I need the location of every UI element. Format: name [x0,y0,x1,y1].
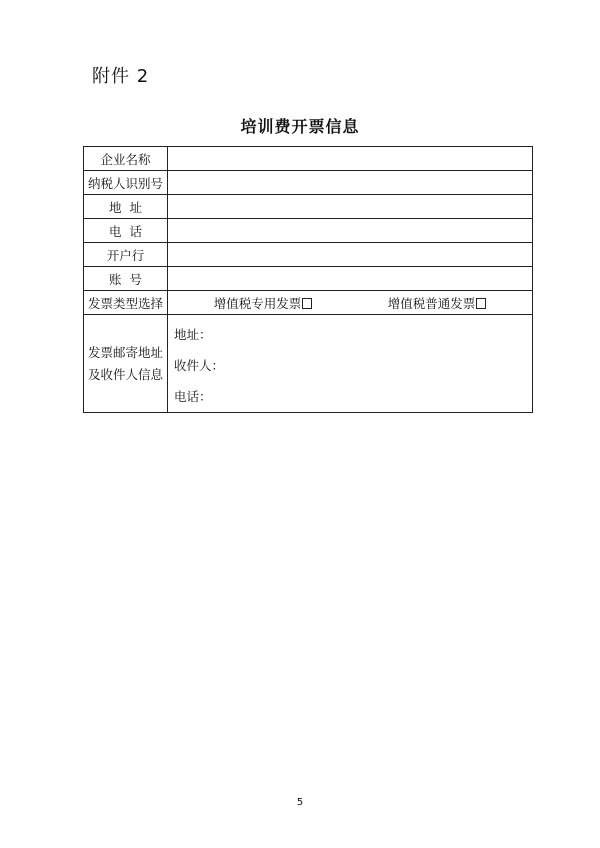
company-name-label: 企业名称 [84,147,168,171]
phone-label: 电话 [84,219,168,243]
account-label: 账号 [84,267,168,291]
table-row [84,315,533,413]
ordinary-invoice-option[interactable] [388,294,487,312]
mail-address-label: 地址： [174,327,212,342]
phone-field[interactable] [168,219,533,243]
special-invoice-label: 增值税专用发票 [213,295,302,311]
company-name-field[interactable] [168,147,533,171]
ordinary-invoice-label: 增值税普通发票 [387,295,476,311]
invoice-type-options [168,291,533,315]
account-field[interactable] [168,267,533,291]
mailing-label-line2: 及收件人信息 [87,366,163,382]
table-row [84,171,533,195]
mailing-info-label [84,315,168,413]
mail-phone-label: 电话： [174,389,212,404]
bank-label: 开户行 [84,243,168,267]
special-invoice-checkbox[interactable] [302,298,312,309]
attachment-label: 附件 2 [92,66,150,87]
table-row [84,243,533,267]
invoice-type-label: 发票类型选择 [84,291,168,315]
ordinary-invoice-checkbox[interactable] [476,298,486,309]
table-row [84,147,533,171]
table-row [84,195,533,219]
table-row [84,267,533,291]
address-label: 地址 [84,195,168,219]
table-row [84,291,533,315]
mailing-label-line1: 发票邮寄地址 [87,344,163,360]
table-row [84,219,533,243]
mail-recipient-label: 收件人： [174,358,225,373]
taxpayer-id-field[interactable] [168,171,533,195]
address-field[interactable] [168,195,533,219]
taxpayer-id-label: 纳税人识别号 [84,171,168,195]
invoice-info-table [83,146,533,413]
page-title: 培训费开票信息 [240,117,360,136]
page-number: 5 [296,797,304,808]
bank-field[interactable] [168,243,533,267]
mailing-info-field[interactable] [168,315,533,413]
special-invoice-option[interactable] [214,294,313,312]
